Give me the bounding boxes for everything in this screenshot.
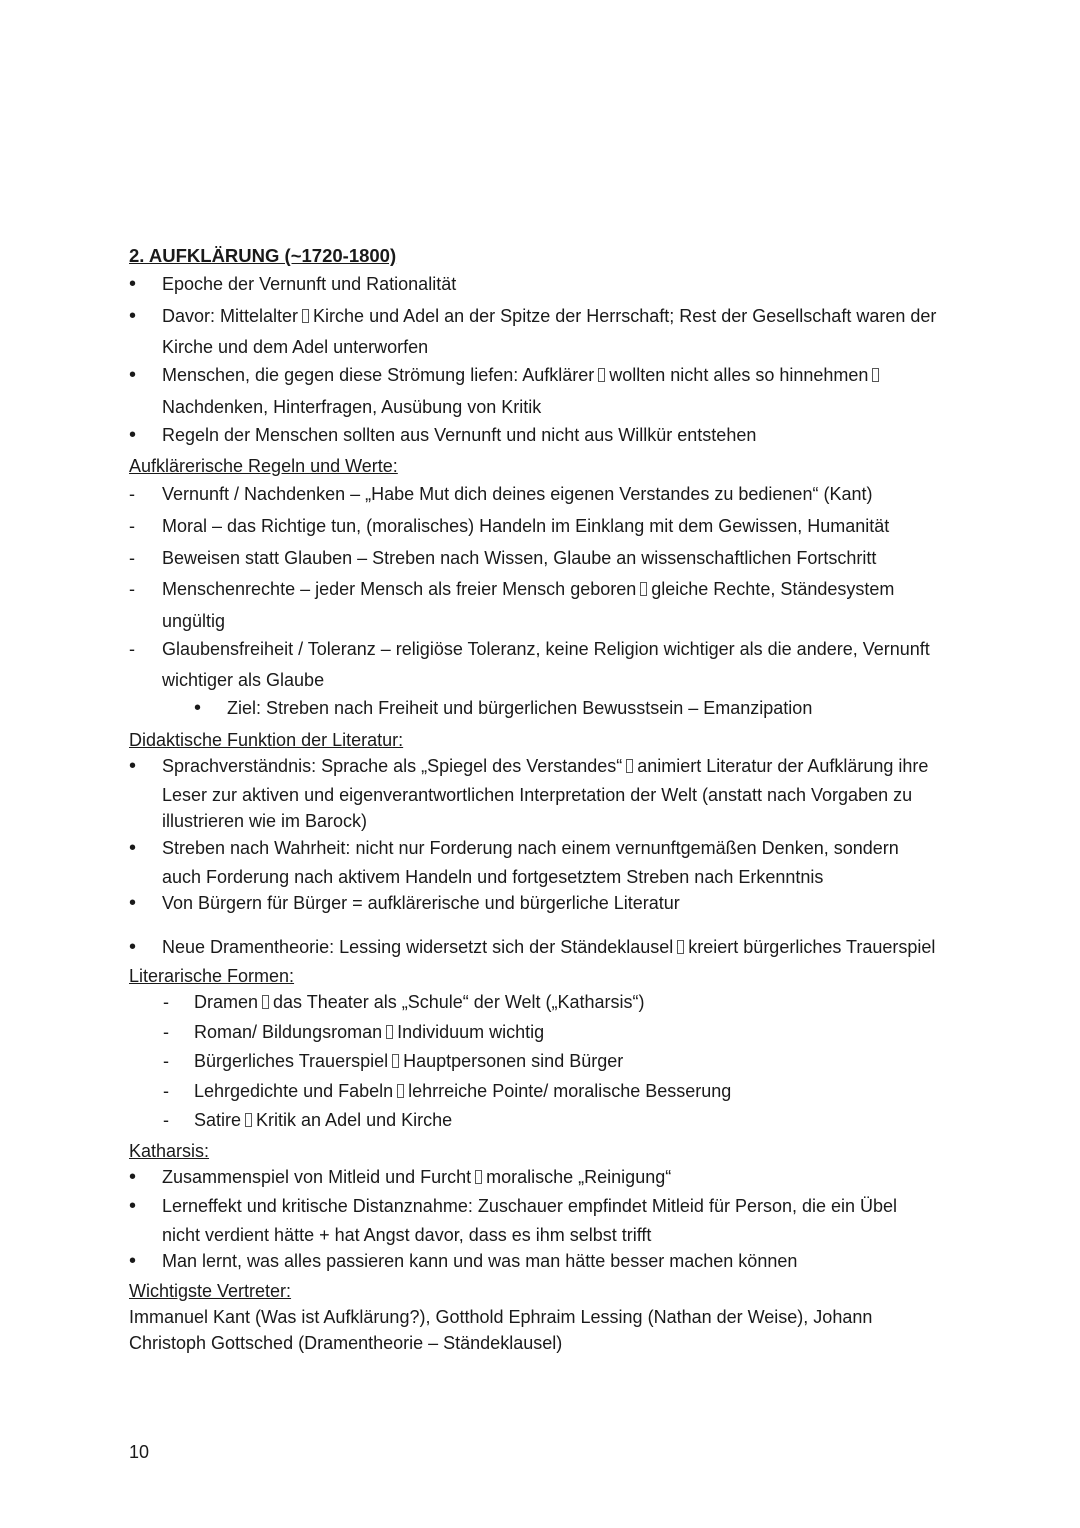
list-item-text: Streben nach Wahrheit: nicht nur Forderung nach einem vernunftgemäßen Denken, sondern xyxy=(162,838,899,858)
list-item-continuation: wichtiger als Glaube xyxy=(162,670,325,690)
list-item xyxy=(227,697,812,719)
list-item xyxy=(194,1021,544,1043)
arrow-icon xyxy=(598,368,605,382)
list-item xyxy=(162,638,930,660)
list-item-text: Satire xyxy=(194,1110,242,1130)
paragraph: Immanuel Kant (Was ist Aufklärung?), Gotthold Ephraim Lessing (Nathan der Weise), Johann xyxy=(129,1307,873,1327)
list-item-text: Ziel: Streben nach Freiheit und bürgerlichen Bewusstsein – Emanzipation xyxy=(227,698,813,718)
list-item xyxy=(162,1250,797,1272)
arrow-icon xyxy=(386,1025,393,1039)
list-item-text: Lehrgedichte und Fabeln xyxy=(194,1081,394,1101)
list-item-text: Sprachverständnis: Sprache als „Spiegel des Verstandes“ xyxy=(162,756,623,776)
arrow-icon xyxy=(302,309,309,323)
list-item xyxy=(162,364,883,386)
subheading: Literarische Formen: xyxy=(129,966,295,986)
list-item-text: Dramen xyxy=(194,992,259,1012)
list-item-text: Von Bürgern für Bürger = aufklärerische und bürgerliche Literatur xyxy=(162,893,680,913)
list-item-continuation: auch Forderung nach aktivem Handeln und fortgesetztem Streben nach Erkenntnis xyxy=(162,867,824,887)
list-item xyxy=(194,1080,731,1102)
list-item xyxy=(194,1050,623,1072)
list-item xyxy=(162,837,899,859)
list-item-text: Menschenrechte – jeder Mensch als freier Mensch geboren xyxy=(162,579,637,599)
list-item xyxy=(162,936,935,958)
subheading: Aufklärerische Regeln und Werte: xyxy=(129,456,398,476)
list-item xyxy=(162,755,928,777)
list-item-text: Roman/ Bildungsroman xyxy=(194,1022,383,1042)
list-item-text: lehrreiche Pointe/ moralische Besserung xyxy=(408,1081,732,1101)
list-item-text: Zusammenspiel von Mitleid und Furcht xyxy=(162,1167,472,1187)
list-item-continuation: illustrieren wie im Barock) xyxy=(162,811,368,831)
list-item xyxy=(194,1109,452,1131)
arrow-icon xyxy=(392,1054,399,1068)
list-item-continuation: Leser zur aktiven und eigenverantwortlichen Interpretation der Welt (anstatt nach Vorgaben zu xyxy=(162,785,913,805)
list-item-text: Kritik an Adel und Kirche xyxy=(256,1110,453,1130)
list-item xyxy=(162,892,680,914)
page-number: 10 xyxy=(129,1442,150,1462)
subheading: Wichtigste Vertreter: xyxy=(129,1281,292,1301)
arrow-icon xyxy=(677,940,684,954)
list-item-text: Lerneffekt und kritische Distanznahme: Zuschauer empfindet Mitleid für Person, die ein Übel xyxy=(162,1196,898,1216)
list-item-text: Beweisen statt Glauben – Streben nach Wissen, Glaube an wissenschaftlichen Fortschritt xyxy=(162,548,877,568)
arrow-icon xyxy=(626,759,633,773)
list-item xyxy=(162,547,876,569)
list-item-text: Epoche der Vernunft und Rationalität xyxy=(162,274,457,294)
list-item-continuation: Nachdenken, Hinterfragen, Ausübung von Kritik xyxy=(162,397,542,417)
list-item-continuation: Kirche und dem Adel unterworfen xyxy=(162,337,429,357)
list-item xyxy=(162,424,756,446)
list-item-text: kreiert bürgerliches Trauerspiel xyxy=(688,937,936,957)
list-item xyxy=(162,305,936,327)
section-title: 2. AUFKLÄRUNG (~1720-1800) xyxy=(129,245,397,266)
paragraph: Christoph Gottsched (Dramentheorie – Ständeklausel) xyxy=(129,1333,563,1353)
list-item-text: Kirche und Adel an der Spitze der Herrschaft; Rest der Gesellschaft waren der xyxy=(313,306,937,326)
subheading: Didaktische Funktion der Literatur: xyxy=(129,730,404,750)
list-item xyxy=(194,991,645,1013)
list-item-continuation: nicht verdient hätte + hat Angst davor, dass es ihm selbst trifft xyxy=(162,1225,652,1245)
list-item-text: wollten nicht alles so hinnehmen xyxy=(609,365,869,385)
arrow-icon xyxy=(397,1084,404,1098)
subheading: Katharsis: xyxy=(129,1141,210,1161)
list-item-text: Glaubensfreiheit / Toleranz – religiöse Toleranz, keine Religion wichtiger als die andere, Vernunft xyxy=(162,639,930,659)
list-item-continuation: ungültig xyxy=(162,611,226,631)
list-item-text: Menschen, die gegen diese Strömung liefen: Aufklärer xyxy=(162,365,595,385)
list-item-text: Bürgerliches Trauerspiel xyxy=(194,1051,389,1071)
list-item-text: Regeln der Menschen sollten aus Vernunft und nicht aus Willkür entstehen xyxy=(162,425,757,445)
list-item-text: das Theater als „Schule“ der Welt („Katharsis“) xyxy=(273,992,645,1012)
list-item-text: Individuum wichtig xyxy=(397,1022,545,1042)
list-item-text: gleiche Rechte, Ständesystem xyxy=(651,579,895,599)
list-item-text: Davor: Mittelalter xyxy=(162,306,299,326)
arrow-icon xyxy=(872,368,879,382)
list-item xyxy=(162,1166,671,1188)
list-item-text: moralische „Reinigung“ xyxy=(486,1167,672,1187)
list-item xyxy=(162,578,894,600)
list-item-text: Moral – das Richtige tun, (moralisches) Handeln im Einklang mit dem Gewissen, Humanität xyxy=(162,516,890,536)
list-item-text: animiert Literatur der Aufklärung ihre xyxy=(637,756,929,776)
list-item-text: Hauptpersonen sind Bürger xyxy=(403,1051,624,1071)
list-item-text: Man lernt, was alles passieren kann und was man hätte besser machen können xyxy=(162,1251,798,1271)
list-item xyxy=(162,273,456,295)
arrow-icon xyxy=(640,582,647,596)
list-item xyxy=(162,483,872,505)
list-item-text: Neue Dramentheorie: Lessing widersetzt sich der Ständeklausel xyxy=(162,937,674,957)
arrow-icon xyxy=(475,1170,482,1184)
list-item xyxy=(162,515,889,537)
arrow-icon xyxy=(262,995,269,1009)
arrow-icon xyxy=(245,1113,252,1127)
list-item-text: Vernunft / Nachdenken – „Habe Mut dich deines eigenen Verstandes zu bedienen“ (Kant) xyxy=(162,484,873,504)
list-item xyxy=(162,1195,897,1217)
